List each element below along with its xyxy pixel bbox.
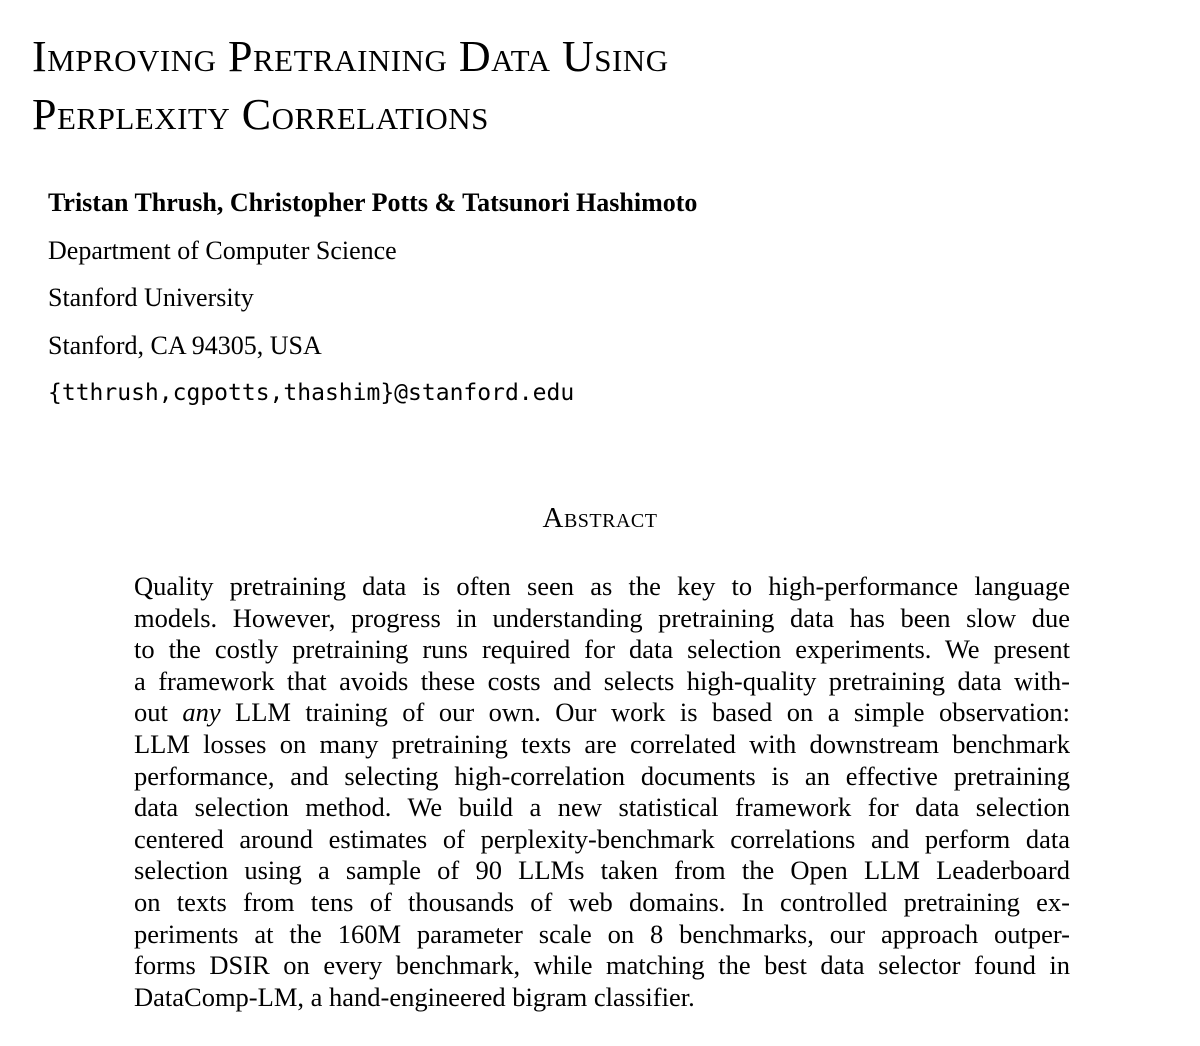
abstract-body <box>134 571 1070 1013</box>
abstract-line: a framework that avoids these costs and selects high-quality pretraining data with- <box>134 665 1070 696</box>
author-list: Tristan Thrush, Christopher Potts & Tatsunori Hashimoto <box>48 188 698 217</box>
abstract-line: performance, and selecting high-correlation documents is an effective pretraining <box>134 760 1070 791</box>
affiliation-university: Stanford University <box>48 283 254 312</box>
abstract-heading: Abstract <box>542 502 658 534</box>
title-line: Improving Pretraining Data Using <box>32 32 669 81</box>
abstract-line: models. However, progress in understanding pretraining data has been slow due <box>134 602 1070 633</box>
abstract-line: forms DSIR on every benchmark, while matching the best data selector found in <box>134 950 1070 981</box>
title-line: Perplexity Correlations <box>32 90 489 139</box>
paper-title <box>32 28 669 144</box>
abstract-word: out <box>134 697 168 728</box>
abstract-line: centered around estimates of perplexity-benchmark correlations and perform data <box>134 823 1070 854</box>
abstract-emphasis: any <box>182 697 221 728</box>
abstract-line: periments at the 160M parameter scale on 8 benchmarks, our approach outper- <box>134 918 1070 949</box>
abstract-line: Quality pretraining data is often seen as the key to high-performance language <box>134 571 1070 601</box>
abstract-line: data selection method. We build a new statistical framework for data selection <box>134 792 1070 823</box>
abstract-line: DataComp-LM, a hand-engineered bigram classifier. <box>134 981 695 1012</box>
abstract-line: to the costly pretraining runs required for data selection experiments. We present <box>134 634 1070 665</box>
author-email[interactable]: {tthrush,cgpotts,thashim}@stanford.edu <box>48 380 575 406</box>
affiliation-address: Stanford, CA 94305, USA <box>48 331 322 360</box>
abstract-line: selection using a sample of 90 LLMs taken from the Open LLM Leaderboard <box>134 855 1070 886</box>
abstract-line: LLM losses on many pretraining texts are correlated with downstream benchmark <box>134 728 1070 759</box>
affiliation-department: Department of Computer Science <box>48 236 397 265</box>
abstract-word: LLM training of our own. Our work is based on a simple observation: <box>235 697 1071 728</box>
abstract-line <box>134 697 1070 729</box>
abstract-line: on texts from tens of thousands of web domains. In controlled pretraining ex- <box>134 886 1070 917</box>
